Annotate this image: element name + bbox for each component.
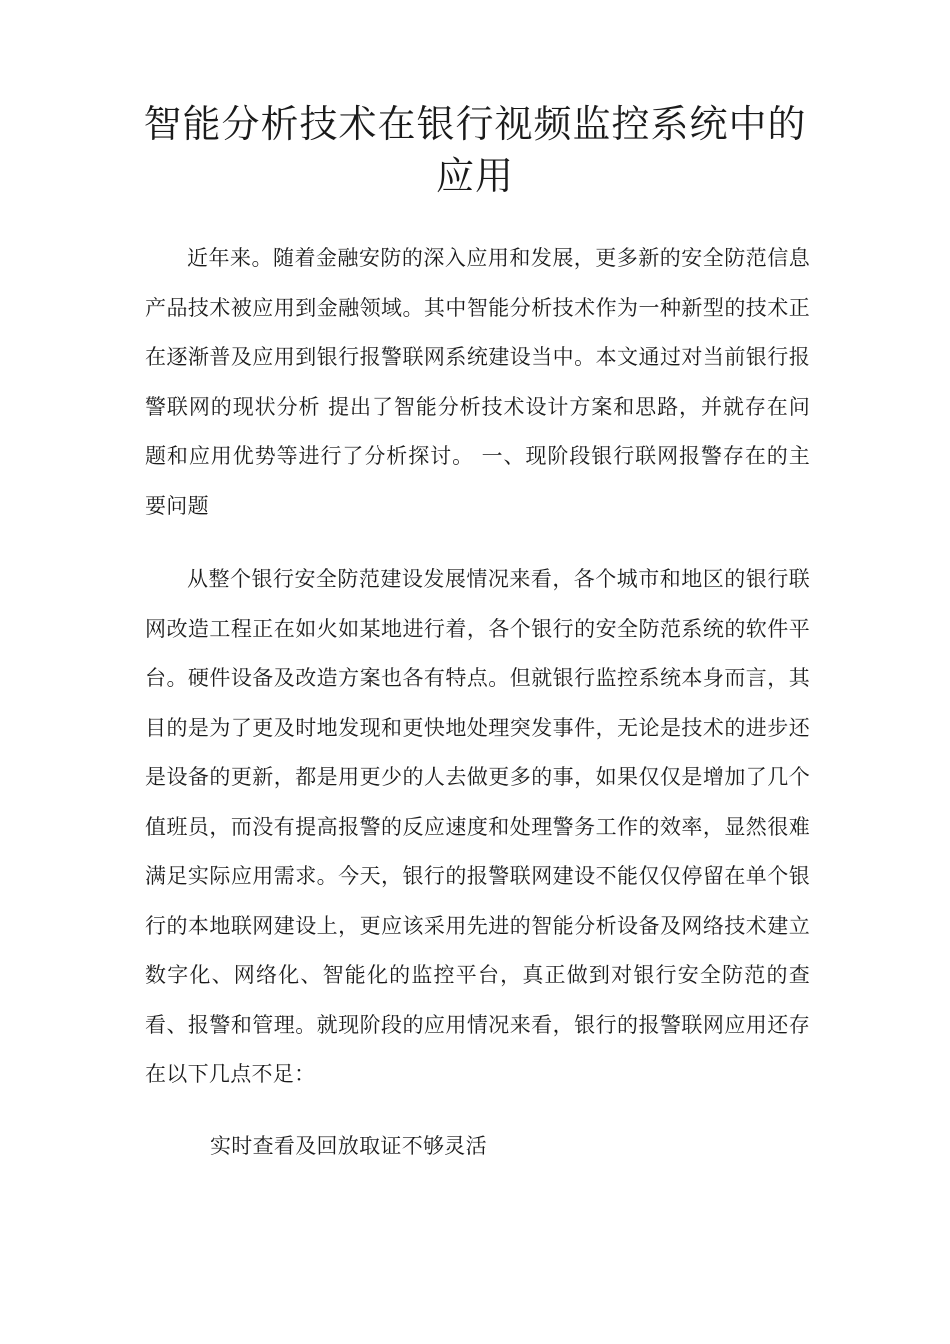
page-title: 智能分析技术在银行视频监控系统中的应用 — [143, 102, 807, 198]
paragraph-intro: 近年来。随着金融安防的深入应用和发展，更多新的安全防范信息产品技术被应用到金融领域。其中智能分析技术作为一种新型的技术正在逐渐普及应用到银行报警联网系统建设当中。本文通过对当前银行报警联网的现状分析 提出了智能分析技术设计方案和思路，并就存在问题和应用优势等进行了分析探讨。 一、现阶段银行联网报警存在的主要问题 — [145, 246, 810, 518]
section-subheading: 实时查看及回放取证不够灵活 — [210, 1134, 487, 1158]
paragraph-body: 从整个银行安全防范建设发展情况来看，各个城市和地区的银行联网改造工程正在如火如某地进行着，各个银行的安全防范系统的软件平台。硬件设备及改造方案也各有特点。但就银行监控系统本身而言，其目的是为了更及时地发现和更快地处理突发事件，无论是技术的进步还是设备的更新，都是用更少的人去做更多的事，如果仅仅是增加了几个值班员，而没有提高报警的反应速度和处理警务工作的效率，显然很难满足实际应用需求。今天，银行的报警联网建设不能仅仅停留在单个银行的本地联网建设上，更应该采用先进的智能分析设备及网络技术建立数字化、网络化、智能化的监控平台，真正做到对银行安全防范的查看、报警和管理。就现阶段的应用情况来看，银行的报警联网应用还存在以下几点不足： — [145, 567, 810, 1086]
